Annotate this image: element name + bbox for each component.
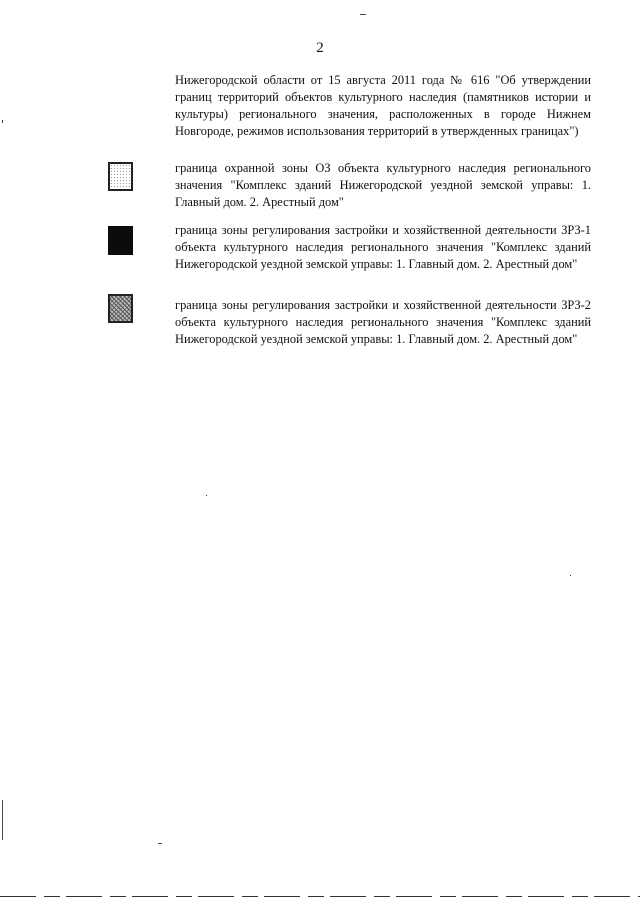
legend-item-oz — [0, 160, 640, 230]
legend-label-oz: граница охранной зоны ОЗ объекта культурного наследия регионального значения "Комплекс зданий Нижегородской уездной земской управы: 1. Главный дом. 2. Арестный дом" — [175, 161, 591, 209]
scan-mark — [158, 843, 162, 844]
hatched-square-icon — [108, 294, 133, 323]
scan-mark — [2, 120, 3, 123]
dotted-square-icon — [108, 162, 133, 191]
legend-item-zrz1 — [0, 223, 640, 296]
solid-black-square-icon — [108, 226, 133, 255]
scan-mark — [2, 800, 3, 840]
scan-mark — [360, 14, 366, 15]
scan-mark — [206, 495, 207, 496]
page-bottom-rule — [0, 896, 640, 897]
legend-label-zrz2: граница зоны регулирования застройки и хозяйственной деятельности ЗРЗ-2 объекта культурного наследия регионального значения "Комплекс зданий Нижегородской уездной земской управы: 1. Главный дом. 2. Арестный дом" — [175, 298, 591, 346]
page-number: 2 — [316, 40, 324, 56]
legend-item-zrz2 — [0, 297, 640, 367]
legend-label-zrz1: граница зоны регулирования застройки и хозяйственной деятельности ЗРЗ-1 объекта культурного наследия регионального значения "Комплекс зданий Нижегородской уездной земской управы: 1. Главный дом. 2. Арестный дом" — [175, 223, 591, 271]
intro-paragraph: Нижегородской области от 15 августа 2011 года № 616 "Об утверждении границ территорий объектов культурного наследия (памятников истории и культуры) регионального значения, расположенных в городе Нижнем Новгороде, режимов использования территорий в утвержденных границах") — [175, 73, 591, 138]
scan-mark — [570, 575, 571, 576]
